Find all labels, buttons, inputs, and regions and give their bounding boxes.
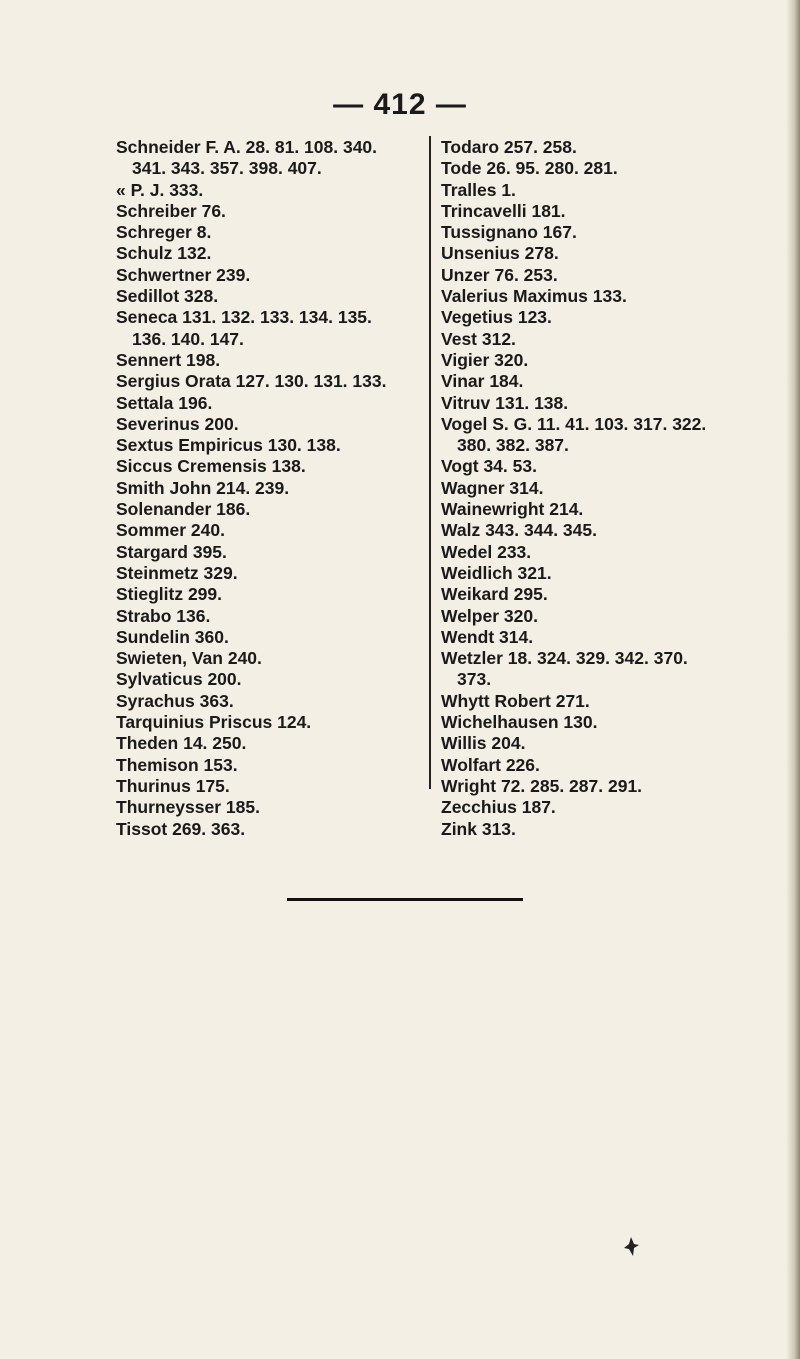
index-entry: Severinus 200. [116, 413, 239, 434]
index-entry: Settala 196. [116, 392, 213, 413]
index-entry: Schneider F. A. 28. 81. 108. 340. [116, 137, 378, 157]
index-entry: Wagner 314. [441, 477, 544, 498]
index-entry: Vogel S. G. 11. 41. 103. 317. 322. [441, 413, 707, 434]
index-entry: Syrachus 363. [116, 690, 234, 711]
index-entry-continuation: 136. 140. 147. [132, 328, 244, 349]
index-entry: Zecchius 187. [441, 797, 556, 818]
index-entry: Themison 153. [116, 754, 238, 775]
index-entry: Sextus Empiricus 130. 138. [116, 435, 341, 456]
index-entry: Wedel 233. [441, 541, 532, 562]
index-entry: Trincavelli 181. [441, 200, 566, 221]
index-entry-continuation: 373. [457, 669, 492, 690]
index-entry: Weikard 295. [441, 584, 548, 605]
index-entry: Swieten, Van 240. [116, 648, 262, 669]
index-entry: Smith John 214. 239. [116, 477, 290, 498]
index-entry: Weidlich 321. [441, 562, 552, 583]
index-entry: Steinmetz 329. [116, 562, 238, 583]
index-entry: Zink 313. [441, 818, 516, 839]
index-entry: Sylvaticus 200. [116, 669, 242, 690]
index-entry: Todaro 257. 258. [441, 137, 577, 157]
index-entry: Vigier 320. [441, 349, 529, 370]
index-entry: Unsenius 278. [441, 243, 559, 264]
index-entry: Wolfart 226. [441, 754, 540, 775]
index-entry: Theden 14. 250. [116, 733, 247, 754]
end-rule [287, 898, 523, 901]
index-entry: Vinar 184. [441, 371, 524, 392]
index-entry: Schreger 8. [116, 222, 212, 243]
index-entry: Thurneysser 185. [116, 797, 260, 818]
index-entry: Seneca 131. 132. 133. 134. 135. [116, 307, 372, 328]
index-entry: Unzer 76. 253. [441, 264, 558, 285]
index-entry-continuation: 341. 343. 357. 398. 407. [132, 158, 322, 179]
index-column-right [441, 137, 781, 840]
index-entry: Siccus Cremensis 138. [116, 456, 306, 477]
page-edge-shadow [786, 0, 800, 1359]
index-entry: Vest 312. [441, 328, 516, 349]
index-entry: Welper 320. [441, 605, 538, 626]
index-entry: Wichelhausen 130. [441, 712, 598, 733]
column-divider [429, 136, 431, 789]
index-entry: Wetzler 18. 324. 329. 342. 370. [441, 648, 688, 669]
index-entry: Wainewright 214. [441, 499, 584, 520]
index-entry: Vogt 34. 53. [441, 456, 537, 477]
index-entry: Schreiber 76. [116, 200, 226, 221]
index-entry: Whytt Robert 271. [441, 690, 590, 711]
index-entry: Walz 343. 344. 345. [441, 520, 597, 541]
index-column-left [116, 137, 421, 840]
index-entry: Sedillot 328. [116, 286, 219, 307]
index-entry: Sundelin 360. [116, 626, 229, 647]
page-number: — 412 — [333, 88, 467, 121]
index-entry: Thurinus 175. [116, 775, 230, 796]
index-entry: Tralles 1. [441, 179, 516, 200]
index-entry: Solenander 186. [116, 499, 251, 520]
index-entry-continuation: 380. 382. 387. [457, 435, 569, 456]
index-entry: Stargard 395. [116, 541, 227, 562]
index-entry: Schwertner 239. [116, 264, 251, 285]
ink-blot-mark [622, 1236, 640, 1258]
index-entry: Vitruv 131. 138. [441, 392, 569, 413]
index-entry: Valerius Maximus 133. [441, 286, 627, 307]
index-entry: Stieglitz 299. [116, 584, 223, 605]
index-entry: Tissot 269. 363. [116, 818, 246, 839]
index-entry: Wendt 314. [441, 626, 534, 647]
index-entry: Tarquinius Priscus 124. [116, 712, 312, 733]
index-entry: Tode 26. 95. 280. 281. [441, 158, 618, 179]
index-entry: Schulz 132. [116, 243, 212, 264]
index-entry: Vegetius 123. [441, 307, 552, 328]
index-entry: Strabo 136. [116, 605, 211, 626]
index-entry: « P. J. 333. [116, 179, 204, 200]
index-entry: Sennert 198. [116, 349, 221, 370]
index-entry: Willis 204. [441, 733, 526, 754]
index-entry: Sommer 240. [116, 520, 225, 541]
index-entry: Wright 72. 285. 287. 291. [441, 775, 643, 796]
index-entry: Tussignano 167. [441, 222, 577, 243]
index-entry: Sergius Orata 127. 130. 131. 133. [116, 371, 387, 392]
